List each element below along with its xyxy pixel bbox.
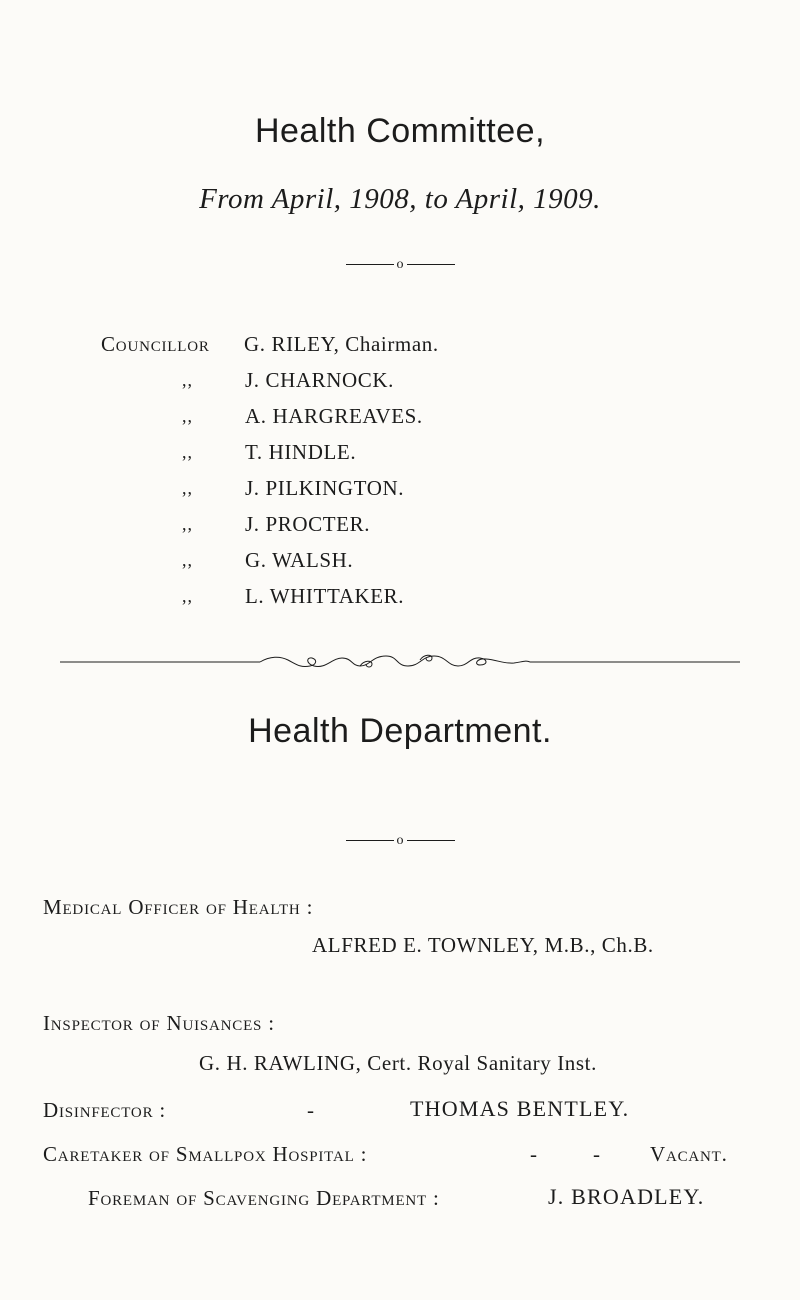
dash: - [530,1142,538,1166]
chairman-line: G. RILEY, Chairman. [244,332,439,356]
ditto-mark: ,, [182,514,193,534]
dash: - [307,1098,315,1122]
member: J. CHARNOCK. [245,368,394,392]
dash: - [593,1142,601,1166]
member: G. WALSH. [245,548,354,572]
councillor-prefix: Councillor [101,332,210,356]
committee-period: From April, 1908, to April, 1909. [199,183,601,215]
ditto-mark: ,, [182,550,193,570]
department-title: Health Department. [248,712,552,750]
ornament-divider-icon [60,648,740,681]
ditto-mark: ,, [182,370,193,390]
member: J. PILKINGTON. [245,476,405,500]
committee-title: Health Committee, [254,112,546,150]
caretaker-label: Caretaker of Smallpox Hospital : [43,1142,368,1166]
foreman-name: J. BROADLEY. [548,1184,705,1209]
medical-officer-name: ALFRED E. TOWNLEY, M.B., Ch.B. [312,933,654,957]
inspector-label: Inspector of Nuisances : [43,1011,275,1035]
member: J. PROCTER. [245,512,371,536]
caretaker-value: Vacant. [650,1142,728,1166]
ditto-mark: ,, [182,478,193,498]
separator: o [0,833,800,849]
member: A. HARGREAVES. [245,404,423,428]
ditto-mark: ,, [182,406,193,426]
separator: o [0,257,800,273]
member: L. WHITTAKER. [245,584,405,608]
disinfector-label: Disinfector : [43,1098,167,1122]
foreman-label: Foreman of Scavenging Department : [88,1186,440,1210]
member: T. HINDLE. [245,440,357,464]
ditto-mark: ,, [182,442,193,462]
ditto-mark: ,, [182,586,193,606]
medical-officer-label: Medical Officer of Health : [43,895,314,919]
inspector-name: G. H. RAWLING, Cert. Royal Sanitary Inst. [199,1051,597,1075]
disinfector-name: THOMAS BENTLEY. [410,1096,630,1121]
